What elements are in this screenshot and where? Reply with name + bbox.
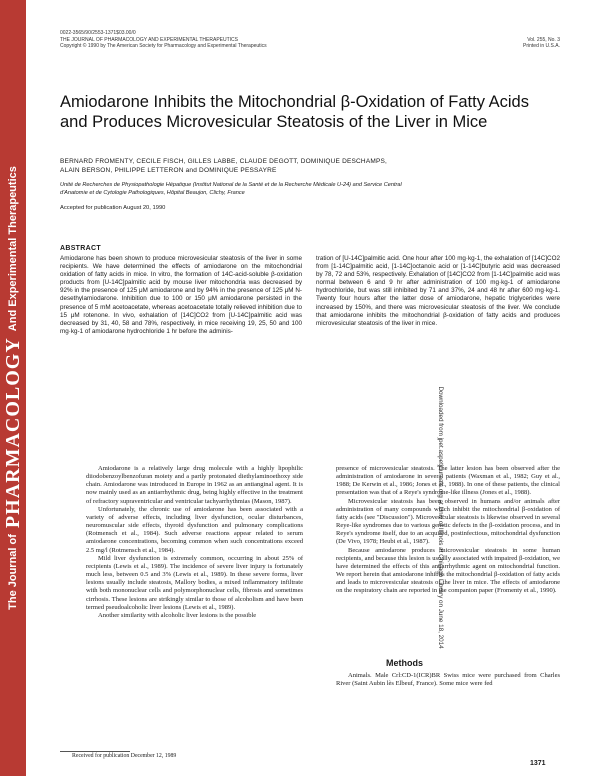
title-line-2: and Produces Microvesicular Steatosis of the Liver in Mice: [60, 112, 488, 131]
header-printed: Printed in U.S.A.: [523, 43, 560, 49]
body-paragraph: Microvesicular steatosis has been observed in humans and/or animals after administration of many compounds which inhibit the mitochondrial β-oxidation of fatty acids (see "Discussion"). Microvesicular steatosis is likewise observed in several Reye-like syndromes due to various genetic defects in the β-oxidation process, and in Reye's syndrome itself, due to an acquired, postinfectious, mitochondrial dysfunction (De Vivo, 1978; Heubi et al., 1987).: [336, 497, 560, 546]
header-line-1: 0022-3565/90/2553-1371$03.00/0: [60, 30, 136, 36]
journal-header: [60, 30, 267, 50]
article-title: [60, 93, 560, 132]
journal-sidebar-banner: [0, 0, 26, 776]
authors-line-2: ALAIN BERSON, PHILIPPE LETTERON and DOMINIQUE PESSAYRE: [60, 167, 277, 174]
header-volume: Vol. 255, No. 3: [527, 36, 560, 43]
methods-heading: Methods: [386, 658, 423, 668]
body-paragraph: Amiodarone is a relatively large drug molecule with a highly lipophilic diiodobenzoylbenzofuran moiety and a partly protonated diethylaminoethoxy side chain. Amiodarone was introduced in Europe in 1962 as an antianginal agent. It is now mainly used as an antiarrhythmic drug, being highly effective in the treatment of refractory supraventricular and ventricular tachyarrhythmias (Mason, 1987).: [86, 465, 303, 505]
page-number: 1371: [530, 760, 546, 767]
footnote-rule: [60, 751, 130, 752]
body-paragraph: presence of microvesicular steatosis. The latter lesion has been observed after the administration of amiodarone in several patients (Waxman et al., 1982; Guy et al., 1988; De Kerwin et al., 1986; Jones et al., 1988). In one of these patients, the clinical presentation was that of a Reye's syndrome-like illness (Jones et al., 1988).: [336, 465, 560, 497]
author-list: [60, 157, 560, 175]
accepted-date: Accepted for publication August 20, 1990: [60, 205, 166, 211]
body-paragraph: Another similarity with alcoholic liver lesions is the possible: [98, 611, 257, 619]
sidebar-main: PHARMACOLOGY: [1, 337, 24, 529]
journal-sidebar-title: [0, 0, 26, 776]
abstract-right-column: tration of [U-14C]palmitic acid. One hour after 100 mg·kg-1, the exhalation of [14C]CO2 from [1-14C]palmitic acid, [1-14C]octanoic acid or [1-14C]butyric acid was decreased by 78, 72 and 53%, respectively. Exhalation of [14C]CO2 from [1-14C]palmitic acid was normal between 6 and 9 hr after administration of 100 mg·kg-1 of amiodarone hydrochloride, but was still inhibited by 71 and 37%, 24 and 48 hr after 600 mg·kg-1. Twenty four hours after the latter dose of amiodarone, hepatic triglycerides were increased by 150%, and there was microvesicular steatosis of the liver. We conclude that amiodarone inhibits the mitochondrial β-oxidation of fatty acids and produces microvesicular steatosis of the liver in mice.: [316, 255, 560, 327]
journal-volume: [470, 37, 560, 50]
received-footnote: Received for publication December 12, 1989: [72, 753, 177, 759]
methods-paragraph: Animals. Male Crl:CD-1(ICR)BR Swiss mice were purchased from Charles River (Saint Aubin lès Elbeuf, France). Some mice were fed: [336, 672, 560, 688]
authors-line-1: BERNARD FROMENTY, CECILE FISCH, GILLES LABBE, CLAUDE DEGOTT, DOMINIQUE DESCHAMPS,: [60, 158, 388, 165]
body-paragraph: Mild liver dysfunction is extremely common, occurring in about 25% of recipients (Lewis et al., 1989). The incidence of severe liver injury is fortunately much less, between 0.5 and 3% (Lewis et al., 1989). In these severe forms, liver lesions usually include steatosis, Mallory bodies, a mixed inflammatory infiltrate with both mononuclear cells and polymorphonuclear cells, fibrosis and sometimes cirrhosis. These lesions are strikingly similar to those of alcoholism and have been termed pseudoalcoholic liver lesions (Lewis et al., 1989).: [86, 554, 303, 611]
title-line-1: Amiodarone Inhibits the Mitochondrial β-Oxidation of Fatty Acids: [60, 93, 529, 111]
sidebar-prefix: The Journal of: [7, 534, 19, 610]
abstract-left-column: Amiodarone has been shown to produce microvesicular steatosis of the liver in some recipients. We have determined the effects of amiodarone on the mitochondrial oxidation of fatty acids in mice. In vitro, the formation of 14C-acid-soluble β-oxidation products from [U-14C]palmitic acid by mouse liver mitochondria was decreased by 92% in the presence of 125 μM amiodarone and by 94% in the presence of 125 μM N-desethylamiodarone. Inhibition due to 100 or 150 μM amiodarone persisted in the presence of 5 mM acetoacetate, whereas acetoacetate totally relieved inhibition due to 15 μM rotenone. In vivo, exhalation of [14C]CO2 from [U-14C]palmitic acid was decreased by 31, 40, 58 and 78%, respectively, in mice receiving 19, 25, 50 and 100 mg·kg-1 of amiodarone hydrochloride 1 hr before the adminis-: [60, 255, 302, 335]
download-note-text: Downloaded from jpet.aspetjournals.org at Univ of Illinois at Chicago Library on June 18, 2014: [436, 386, 444, 649]
sidebar-suffix: And Experimental Therapeutics: [7, 166, 19, 332]
body-left-column: [86, 465, 303, 620]
affiliation: [60, 181, 560, 197]
body-paragraph: Unfortunately, the chronic use of amiodarone has been associated with a variety of adverse effects, including liver dysfunction, ocular disturbances, neuromuscular side effects, thyroid dysfunction and pulmonary complications (Rotmensch et al., 1984). Such adverse reactions appear related to serum amiodarone concentrations, becoming common when such concentrations exceed 2.5 mg/l (Rotmensch et al., 1984).: [86, 505, 303, 554]
methods-text: [336, 672, 560, 688]
abstract-heading: ABSTRACT: [60, 245, 101, 252]
header-line-2: THE JOURNAL OF PHARMACOLOGY AND EXPERIMENTAL THERAPEUTICS: [60, 36, 238, 43]
affiliation-line-2: d'Anatomie et de Cytologie Pathologiques, Hôpital Beaujon, Clichy, France: [60, 190, 245, 196]
header-line-3: Copyright © 1990 by The American Society for Pharmacology and Experimental Therapeutics: [60, 43, 267, 49]
affiliation-line-1: Unité de Recherches de Physiopathologie Hépatique (Institut National de la Santé et de la Recherche Médicale U-24) and Service Central: [60, 182, 402, 188]
body-right-column: [336, 465, 560, 596]
body-paragraph: Because amiodarone produces microvesicular steatosis in some human recipients, and because this lesion is usually associated with impaired β-oxidation, we have determined the effects of this antiarrhythmic agent on mitochondrial function. We report herein that amiodarone inhibits the mitochondrial β-oxidation of fatty acids and leads to microvesicular steatosis of the liver in mice. The effects of amiodarone on the respiratory chain are reported in the companion paper (Fromenty et al., 1990).: [336, 546, 560, 595]
